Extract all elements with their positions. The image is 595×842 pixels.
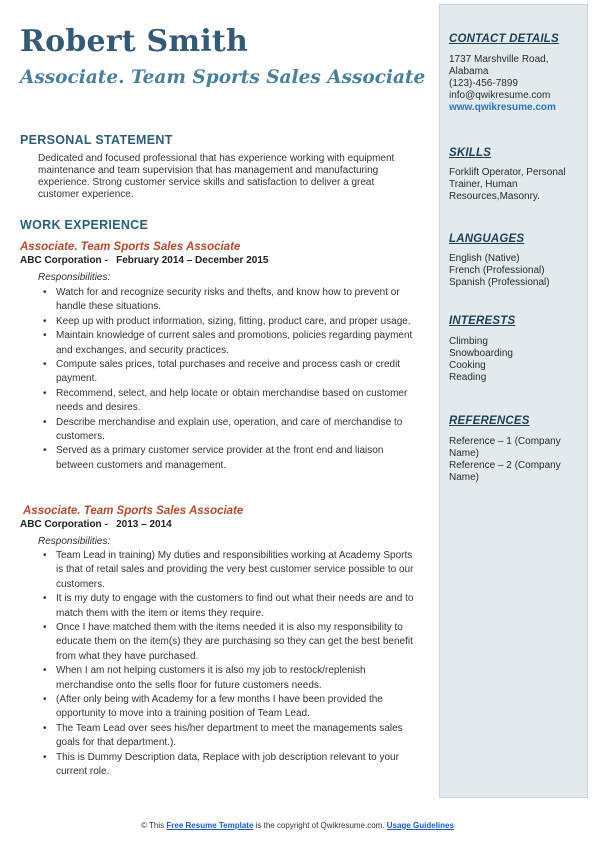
responsibilities-label: Responsibilities: bbox=[38, 536, 111, 547]
work-experience-heading: WORK EXPERIENCE bbox=[20, 218, 149, 232]
job-company-dates bbox=[20, 255, 268, 266]
contact-details bbox=[449, 54, 584, 114]
skills-text: Forklift Operator, Personal Trainer, Human Resources,Masonry. bbox=[449, 167, 566, 202]
job-company-dates bbox=[20, 519, 172, 530]
references-list bbox=[449, 436, 584, 484]
interest-item: Reading bbox=[449, 372, 487, 383]
job-company: ABC Corporation - bbox=[20, 255, 108, 266]
list-item: • Keep up with product information, sizing, fitting, product care, and proper usage. bbox=[38, 315, 420, 329]
job-dates: February 2014 – December 2015 bbox=[116, 255, 269, 266]
reference-item: Reference – 1 (Company Name) bbox=[449, 436, 561, 459]
footer-prefix: © This bbox=[141, 821, 165, 830]
languages-list bbox=[449, 253, 584, 289]
sidebar bbox=[439, 4, 588, 798]
free-resume-template-link[interactable]: Free Resume Template bbox=[166, 821, 254, 830]
language-item: English (Native) bbox=[449, 253, 520, 264]
language-item: Spanish (Professional) bbox=[449, 277, 550, 288]
interest-item: Climbing bbox=[449, 336, 488, 347]
list-item: • Served as a primary customer service provider at the front end and liaison between customers and management. bbox=[38, 444, 420, 473]
reference-item: Reference – 2 (Company Name) bbox=[449, 460, 561, 483]
list-item: • Team Lead in training) My duties and responsibilities working at Academy Sports is that of retail sales and providing the very best customer service possible to our customers. bbox=[38, 549, 420, 592]
skills-heading: SKILLS bbox=[449, 147, 492, 159]
job-dates: 2013 – 2014 bbox=[116, 519, 172, 530]
list-item: • Compute sales prices, total purchases and receive and process cash or credit payment. bbox=[38, 358, 420, 387]
responsibilities-label: Responsibilities: bbox=[38, 272, 111, 283]
footer-copyright-text: is the copyright of Qwikresume.com. bbox=[255, 821, 385, 830]
candidate-name: Robert Smith bbox=[20, 24, 248, 59]
usage-guidelines-link[interactable]: Usage Guidelines bbox=[386, 821, 454, 830]
language-item: French (Professional) bbox=[449, 265, 545, 276]
personal-statement-heading: PERSONAL STATEMENT bbox=[20, 133, 173, 147]
list-item: • This is Dummy Description data, Replace with job description relevant to your current role. bbox=[38, 751, 420, 780]
job-2-bullet-list bbox=[38, 549, 420, 780]
list-item: • Once I have matched them with the items needed it is also my responsibility to educate them on the item(s) they are purchasing so they can get the best benefit from what they have purchased. bbox=[38, 621, 420, 664]
job-title: Associate. Team Sports Sales Associate bbox=[23, 505, 244, 517]
list-item: • It is my duty to engage with the customers to find out what their needs are and to match them with the item or items they require. bbox=[38, 592, 420, 621]
contact-website-link[interactable]: www.qwikresume.com bbox=[449, 102, 556, 113]
list-item: • Watch for and recognize security risks and thefts, and know how to prevent or handle these situations. bbox=[38, 286, 420, 315]
list-item: • Describe merchandise and explain use, operation, and care of merchandise to customers. bbox=[38, 416, 420, 445]
job-1-bullet-list bbox=[38, 286, 420, 473]
job-title: Associate. Team Sports Sales Associate bbox=[20, 241, 241, 253]
interests-heading: INTERESTS bbox=[449, 315, 516, 327]
footer bbox=[0, 821, 595, 830]
candidate-title: Associate. Team Sports Sales Associate bbox=[20, 67, 426, 88]
interest-item: Snowboarding bbox=[449, 348, 513, 359]
contact-heading: CONTACT DETAILS bbox=[449, 33, 559, 45]
job-company: ABC Corporation - bbox=[20, 519, 108, 530]
interest-item: Cooking bbox=[449, 360, 486, 371]
contact-phone: (123)-456-7899 bbox=[449, 78, 518, 89]
list-item: • When I am not helping customers it is also my job to restock/replenish merchandise onto the sells floor for future customers needs. bbox=[38, 664, 420, 693]
contact-email[interactable]: info@qwikresume.com bbox=[449, 90, 551, 101]
contact-address: 1737 Marshville Road, Alabama bbox=[449, 54, 549, 77]
list-item: • Recommend, select, and help locate or obtain merchandise based on customer needs and desires. bbox=[38, 387, 420, 416]
list-item: • (After only being with Academy for a few months I have been provided the opportunity to move into a training position of Team Lead. bbox=[38, 693, 420, 722]
interests-list bbox=[449, 336, 584, 384]
personal-statement-text: Dedicated and focused professional that has experience working with equipment maintenance and team supervision that has management and manufacturing experience. Strong customer service skills and satisfaction to deliver a great customer experience. bbox=[38, 153, 395, 200]
languages-heading: LANGUAGES bbox=[449, 233, 525, 245]
list-item: • Maintain knowledge of current sales and promotions, policies regarding payment and exchanges, and security practices. bbox=[38, 329, 420, 358]
references-heading: REFERENCES bbox=[449, 415, 530, 427]
list-item: • The Team Lead over sees his/her department to meet the managements sales goals for that department.). bbox=[38, 722, 420, 751]
